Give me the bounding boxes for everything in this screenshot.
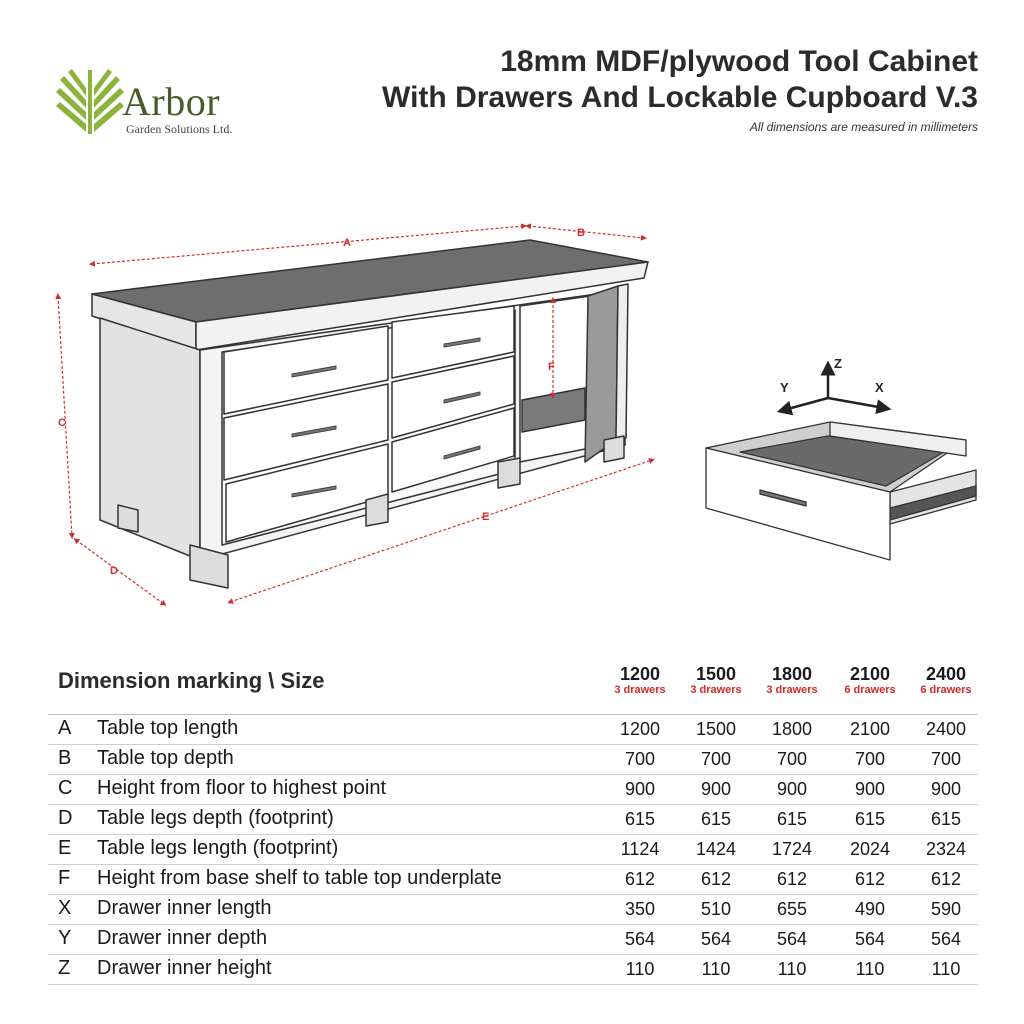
dimension-value: 2100 <box>849 719 891 739</box>
dim-label-f: F <box>548 361 555 373</box>
dimension-value: 700 <box>930 749 962 769</box>
dimension-value: 900 <box>776 779 808 799</box>
dimension-value: 615 <box>930 809 962 829</box>
dimension-value: 700 <box>854 749 886 769</box>
dimension-label: Table legs length (footprint) <box>97 837 339 859</box>
size-value: 2400 <box>925 664 967 684</box>
dimension-value: 700 <box>776 749 808 769</box>
drawer-count: 6 drawers <box>844 684 896 696</box>
size-value: 1800 <box>771 664 813 684</box>
dimension-label: Table legs depth (footprint) <box>97 807 334 829</box>
leaf-logo-icon <box>56 69 124 134</box>
dimension-label: Drawer inner height <box>97 957 272 979</box>
dimension-value: 2024 <box>849 839 891 859</box>
dimension-label: Table top depth <box>97 747 234 769</box>
table-header <box>48 660 978 715</box>
drawer-count: 6 drawers <box>920 684 972 696</box>
drawer-count: 3 drawers <box>766 684 818 696</box>
size-value: 1200 <box>619 664 661 684</box>
dimension-value: 564 <box>700 929 732 949</box>
table-heading: Dimension marking \ Size <box>58 668 325 693</box>
table-row <box>48 745 978 775</box>
dimension-value: 615 <box>624 809 656 829</box>
dimension-value: 1200 <box>619 719 661 739</box>
dimension-value: 110 <box>701 959 731 979</box>
drawer-count: 3 drawers <box>614 684 666 696</box>
dimension-value: 564 <box>624 929 656 949</box>
dim-label-c: C <box>58 417 66 429</box>
dimension-label: Height from floor to highest point <box>97 777 387 799</box>
dimension-value: 1424 <box>695 839 737 859</box>
dimension-value: 2324 <box>925 839 967 859</box>
dimension-value: 490 <box>854 899 886 919</box>
size-value: 2100 <box>849 664 891 684</box>
title-line-2: With Drawers And Lockable Cupboard V.3 <box>382 81 978 114</box>
size-value: 1500 <box>695 664 737 684</box>
axis-label-y: Y <box>780 380 789 395</box>
brand-name: Arbor <box>122 79 221 124</box>
dimension-value: 1724 <box>771 839 813 859</box>
page-title <box>382 44 978 116</box>
dimension-value: 590 <box>930 899 962 919</box>
cabinet-drawing <box>0 200 1024 620</box>
dimension-value: 564 <box>776 929 808 949</box>
dimension-value: 350 <box>624 899 656 919</box>
table-row <box>48 805 978 835</box>
size-column-header <box>832 664 908 696</box>
dimension-value: 615 <box>854 809 886 829</box>
dimension-value: 615 <box>700 809 732 829</box>
dimension-letter: A <box>58 717 72 739</box>
dimension-letter: F <box>58 867 71 889</box>
table-row <box>48 925 978 955</box>
dimension-letter: Y <box>58 927 72 949</box>
table-row <box>48 955 978 985</box>
axis-indicator <box>784 368 884 410</box>
dimension-value: 110 <box>931 959 961 979</box>
dimension-value: 900 <box>930 779 962 799</box>
size-column-header <box>602 664 678 696</box>
dimension-value: 612 <box>854 869 886 889</box>
dimension-value: 612 <box>700 869 732 889</box>
table-row <box>48 775 978 805</box>
dimension-letter: C <box>58 777 73 799</box>
dimension-value: 110 <box>777 959 807 979</box>
dimension-value: 615 <box>776 809 808 829</box>
axis-label-z: Z <box>834 356 842 371</box>
dimension-value: 1124 <box>620 839 660 859</box>
dimension-value: 564 <box>854 929 886 949</box>
size-column-header <box>754 664 830 696</box>
dimension-letter: D <box>58 807 73 829</box>
dimension-letter: X <box>58 897 72 919</box>
dimension-letter: E <box>58 837 72 859</box>
table-row <box>48 715 978 745</box>
dimension-value: 612 <box>624 869 656 889</box>
dim-label-e: E <box>482 511 490 523</box>
table-row <box>48 835 978 865</box>
dimension-letter: Z <box>58 957 71 979</box>
dimension-label: Drawer inner depth <box>97 927 268 949</box>
dimensions-table <box>48 660 978 985</box>
cabinet-illustration <box>92 240 648 588</box>
dimension-value: 1800 <box>771 719 813 739</box>
dimension-value: 564 <box>930 929 962 949</box>
brand-tagline: Garden Solutions Ltd. <box>126 122 233 136</box>
dim-label-b: B <box>577 227 585 239</box>
dimension-value: 612 <box>930 869 962 889</box>
dimension-label: Height from base shelf to table top underplate <box>97 867 502 889</box>
units-note: All dimensions are measured in millimeters <box>749 120 978 134</box>
dimension-value: 655 <box>776 899 808 919</box>
dimension-value: 900 <box>854 779 886 799</box>
dimension-value: 700 <box>624 749 656 769</box>
axis-label-x: X <box>875 380 884 395</box>
dimension-value: 2400 <box>925 719 967 739</box>
size-column-header <box>908 664 984 696</box>
size-column-header <box>678 664 754 696</box>
dimension-label: Drawer inner length <box>97 897 272 919</box>
dimension-letter: B <box>58 747 72 769</box>
dim-label-d: D <box>110 565 118 577</box>
dimension-value: 900 <box>700 779 732 799</box>
title-line-1: 18mm MDF/plywood Tool Cabinet <box>500 45 978 78</box>
dimension-value: 510 <box>700 899 732 919</box>
dimension-label: Table top length <box>97 717 239 739</box>
dimension-value: 612 <box>776 869 808 889</box>
dimension-value: 1500 <box>695 719 737 739</box>
dimension-value: 900 <box>624 779 656 799</box>
drawer-illustration <box>706 422 976 560</box>
table-row <box>48 865 978 895</box>
table-row <box>48 895 978 925</box>
drawer-count: 3 drawers <box>690 684 742 696</box>
dimension-value: 110 <box>855 959 885 979</box>
dim-label-a: A <box>343 237 351 249</box>
brand-block <box>122 79 233 137</box>
dimension-value: 110 <box>625 959 655 979</box>
dimension-value: 700 <box>700 749 732 769</box>
